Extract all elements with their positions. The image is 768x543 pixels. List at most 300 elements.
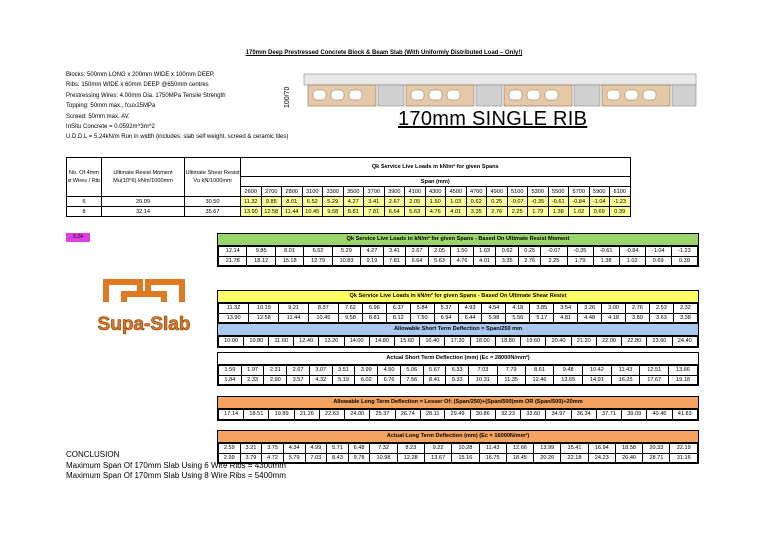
value-cell: 5.67 <box>423 366 446 376</box>
value-cell: 2.67 <box>406 247 429 257</box>
value-cell: -0.35 <box>567 247 593 257</box>
value-cell: 12.79 <box>304 256 332 266</box>
load-cell: 0.69 <box>589 207 610 217</box>
value-cell: 16.40 <box>420 337 445 347</box>
main-table <box>66 157 631 217</box>
load-cell: 7.81 <box>364 207 385 217</box>
value-cell: 32.23 <box>495 410 520 420</box>
value-cell: 8.12 <box>386 313 410 323</box>
value-cell: 16.25 <box>611 375 640 385</box>
value-cell: 1.79 <box>567 256 593 266</box>
load-cell: 13.90 <box>241 207 262 217</box>
value-cell: 3.54 <box>554 304 578 314</box>
value-cell: 6.96 <box>362 304 386 314</box>
load-cell: 2.25 <box>507 207 528 217</box>
load-cell: 0.25 <box>487 197 508 207</box>
value-cell: 4.72 <box>262 453 284 463</box>
section-heading: 170mm SINGLE RIB <box>398 108 588 130</box>
span-cell: 4900 <box>487 187 508 197</box>
span-cell: 3300 <box>323 187 344 197</box>
load-cell: 10.45 <box>302 207 323 217</box>
value-cell: 3.26 <box>578 304 602 314</box>
value-cell: 2.32 <box>673 304 697 314</box>
value-cell: 3.63 <box>649 313 673 323</box>
value-cell: 31.16 <box>670 453 698 463</box>
dimension-label: 100/70 <box>284 86 291 108</box>
value-cell: 1.59 <box>219 366 242 376</box>
value-cell: 1.03 <box>473 247 496 257</box>
value-cell: -0.61 <box>593 247 619 257</box>
value-cell: 2.53 <box>649 304 673 314</box>
band-label: Qk Service Live Loads in kN/m² for given Spans - Based On Ultimate Resist Moment <box>218 234 698 246</box>
span-cell: 2800 <box>282 187 303 197</box>
value-cell: 5.63 <box>428 256 451 266</box>
value-cell: 6.02 <box>355 375 378 385</box>
value-cell: 4.48 <box>578 313 602 323</box>
value-cell: 12.51 <box>640 366 669 376</box>
band-label: Allowable Long Term Deflection = Lesser Of: (Span/250)+(Span/500)mm OR (Span/500)+20mm <box>218 397 698 409</box>
value-cell: 2.67 <box>287 366 310 376</box>
value-cell: 2.59 <box>219 444 241 454</box>
value-cell: 5.79 <box>283 453 305 463</box>
value-cell: 7.03 <box>469 366 498 376</box>
load-cell: 4.01 <box>446 207 467 217</box>
value-cell: 5.29 <box>332 247 360 257</box>
span-cell: 2700 <box>261 187 282 197</box>
value-cell: 4.18 <box>602 313 626 323</box>
value-cell: 22.80 <box>622 337 647 347</box>
band-label: Actual Long Term Deflection (mm) (Ec = 16000N/mm²) <box>218 431 698 443</box>
value-cell: 5.06 <box>400 366 423 376</box>
result-band <box>217 430 699 464</box>
value-cell: 4.27 <box>361 247 384 257</box>
span-cell: 5900 <box>589 187 610 197</box>
value-cell: 3.85 <box>530 304 554 314</box>
value-cell: 12.14 <box>219 247 247 257</box>
load-cell: 1.02 <box>569 207 590 217</box>
value-cell: 8.37 <box>308 304 338 314</box>
load-cell: 12.58 <box>261 207 282 217</box>
span-cell: 2600 <box>241 187 262 197</box>
value-cell: 19.89 <box>269 410 294 420</box>
value-cell: 17.20 <box>445 337 470 347</box>
value-cell: 9.21 <box>279 304 308 314</box>
value-cell: 3.51 <box>332 366 355 376</box>
value-cell: 4.76 <box>451 256 474 266</box>
value-cell: 19.18 <box>669 375 698 385</box>
load-cell: 9.85 <box>261 197 282 207</box>
spec-list <box>66 70 288 143</box>
value-cell: 6.76 <box>378 375 401 385</box>
value-cell: 13.20 <box>319 337 344 347</box>
value-cell: 10.00 <box>219 337 244 347</box>
value-cell: 2.76 <box>626 304 650 314</box>
value-cell: 13.90 <box>219 313 249 323</box>
value-cell: 3.75 <box>262 444 284 454</box>
value-cell: 28.11 <box>420 410 445 420</box>
table-caption: Qk Service Live Loads in kN/m² for given Spans <box>241 158 631 177</box>
load-cell: 6.64 <box>384 207 405 217</box>
value-cell: 6.94 <box>434 313 458 323</box>
table-row <box>67 207 631 217</box>
value-cell: 3.89 <box>626 313 650 323</box>
table-row <box>219 247 698 257</box>
value-cell: 24.23 <box>588 453 615 463</box>
value-cell: -0.07 <box>541 247 567 257</box>
load-cell: 1.50 <box>425 197 446 207</box>
value-cell: 3.41 <box>383 247 406 257</box>
value-cell: 1.84 <box>219 375 242 385</box>
load-cell: -0.07 <box>507 197 528 207</box>
conclusion-line-2: Maximum Span Of 170mm Slab Using 8 Wire Ribs = 5400mm <box>66 471 286 480</box>
span-cell: 3500 <box>343 187 364 197</box>
value-cell: 3.99 <box>355 366 378 376</box>
value-cell: 11.43 <box>611 366 640 376</box>
value-cell: 41.83 <box>672 410 697 420</box>
value-cell: 12.46 <box>525 375 554 385</box>
span-caption: Span (mm) <box>241 177 631 187</box>
value-cell: 3.07 <box>309 366 332 376</box>
value-cell: 2.31 <box>264 366 287 376</box>
load-cell: -0.35 <box>528 197 549 207</box>
value-cell: 7.32 <box>370 444 397 454</box>
value-cell: 37.71 <box>596 410 621 420</box>
span-cell: 3100 <box>302 187 323 197</box>
value-cell: 26.74 <box>395 410 420 420</box>
table-row <box>219 304 698 314</box>
spec-wires: Prestressing Wires: 4.00mm Dia. 1750MPa Tensile Strength <box>66 92 226 99</box>
value-cell: 1.97 <box>241 366 264 376</box>
table-row <box>219 366 698 376</box>
value-cell: 3.21 <box>240 444 262 454</box>
value-cell: 9.48 <box>554 366 583 376</box>
value-cell: 2.25 <box>541 256 567 266</box>
load-cell: -1.23 <box>610 197 631 207</box>
value-cell: 4.93 <box>458 304 482 314</box>
value-cell: 39.09 <box>622 410 647 420</box>
value-cell: 18.51 <box>244 410 269 420</box>
value-cell: 29.49 <box>445 410 470 420</box>
value-cell: 1.38 <box>593 256 619 266</box>
value-cell: 30.86 <box>470 410 495 420</box>
result-band <box>217 290 699 324</box>
value-cell: 8.01 <box>275 247 303 257</box>
value-cell: 36.34 <box>571 410 596 420</box>
value-cell: 18.45 <box>506 453 533 463</box>
value-cell: 11.43 <box>479 444 506 454</box>
span-cell: 4700 <box>466 187 487 197</box>
value-cell: 8.61 <box>525 366 554 376</box>
load-cell: 1.38 <box>548 207 569 217</box>
value-cell: 28.71 <box>643 453 670 463</box>
row-wires: 8 <box>67 207 102 217</box>
udl-tag: 5.24 <box>66 233 90 242</box>
value-cell: 9.85 <box>247 247 275 257</box>
value-cell: 14.91 <box>583 375 612 385</box>
value-cell: 8.23 <box>397 444 424 454</box>
table-row <box>219 453 698 463</box>
value-cell: 16.94 <box>588 444 615 454</box>
load-cell: 5.29 <box>323 197 344 207</box>
value-cell: 11.44 <box>279 313 308 323</box>
value-cell: -1.23 <box>671 247 697 257</box>
load-cell: 8.01 <box>282 197 303 207</box>
spec-blocks: Blocks: 500mm LONG x 200mm WIDE x 100mm DEEP, <box>66 72 215 78</box>
load-cell: 4.27 <box>343 197 364 207</box>
header-moment: Ultimate Resist Moment Mu(10^6) kNm/1000mm <box>102 158 185 197</box>
value-cell: 18.12 <box>247 256 275 266</box>
span-cell: 3900 <box>384 187 405 197</box>
value-cell: 5.17 <box>530 313 554 323</box>
value-cell: 2.90 <box>264 375 287 385</box>
value-cell: 23.60 <box>647 337 672 347</box>
load-cell: 11.32 <box>241 197 262 207</box>
value-cell: 0.69 <box>645 256 671 266</box>
value-cell: 10.42 <box>583 366 612 376</box>
value-cell: 0.25 <box>518 247 541 257</box>
table-row <box>219 375 698 385</box>
value-cell: 18.58 <box>615 444 642 454</box>
value-cell: 22.63 <box>319 410 344 420</box>
value-cell: 11.32 <box>219 304 249 314</box>
value-cell: 7.56 <box>400 375 423 385</box>
value-cell: 13.66 <box>669 366 698 376</box>
value-cell: 21.20 <box>571 337 596 347</box>
table-row <box>219 337 698 347</box>
row-mu: 20.09 <box>102 197 185 207</box>
value-cell: 13.67 <box>424 453 451 463</box>
value-cell: 12.40 <box>294 337 319 347</box>
value-cell: 10.31 <box>469 375 498 385</box>
value-cell: 9.19 <box>361 256 384 266</box>
value-cell: 4.81 <box>554 313 578 323</box>
row-vu: 30.50 <box>185 197 241 207</box>
value-cell: 15.41 <box>561 444 588 454</box>
value-cell: 5.71 <box>327 444 349 454</box>
value-cell: 1.50 <box>451 247 474 257</box>
value-cell: 17.14 <box>219 410 244 420</box>
value-cell: 9.58 <box>338 313 362 323</box>
spec-screed: Screed: 50mm max. AV. <box>66 113 130 120</box>
value-cell: 19.60 <box>521 337 546 347</box>
value-cell: 21.78 <box>219 256 247 266</box>
band-label: Allowable Short Term Deflection = Span/250 mm <box>218 324 698 336</box>
value-cell: 12.66 <box>506 444 533 454</box>
value-cell: 13.65 <box>554 375 583 385</box>
value-cell: 7.62 <box>338 304 362 314</box>
value-cell: 2.76 <box>518 256 541 266</box>
table-row <box>219 313 698 323</box>
value-cell: 6.33 <box>446 366 469 376</box>
spec-topping: Topping: 50mm max., fcu≥25MPa <box>66 103 156 110</box>
span-cell: 5500 <box>548 187 569 197</box>
load-cell: 3.35 <box>466 207 487 217</box>
load-cell: 6.52 <box>302 197 323 207</box>
value-cell: 16.75 <box>479 453 506 463</box>
row-wires: 6 <box>67 197 102 207</box>
slab-section-diagram <box>296 70 702 110</box>
spec-udl: U.D.D.L = 5.24kN/m Run in width (includes: slab self weight, screed & ceramic tiles) <box>66 134 289 141</box>
spec-insitu: InSitu Concrete = 0.0592m^3m^2 <box>66 124 155 131</box>
span-cell: 5700 <box>569 187 590 197</box>
value-cell: 18.00 <box>470 337 495 347</box>
value-cell: -1.04 <box>645 247 671 257</box>
value-cell: 8.81 <box>362 313 386 323</box>
slab-section-svg <box>296 70 702 110</box>
value-cell: -0.84 <box>619 247 645 257</box>
span-cell: 5100 <box>507 187 528 197</box>
value-cell: 6.44 <box>458 313 482 323</box>
value-cell: 4.34 <box>283 444 305 454</box>
value-cell: 22.18 <box>561 453 588 463</box>
span-cell: 3700 <box>364 187 385 197</box>
value-cell: 10.98 <box>370 453 397 463</box>
value-cell: 21.26 <box>294 410 319 420</box>
value-cell: 0.62 <box>496 247 519 257</box>
value-cell: 3.38 <box>673 313 697 323</box>
value-cell: 4.32 <box>309 375 332 385</box>
value-cell: 7.81 <box>383 256 406 266</box>
value-cell: 20.40 <box>546 337 571 347</box>
value-cell: 1.02 <box>619 256 645 266</box>
result-band <box>217 352 699 386</box>
value-cell: 2.33 <box>241 375 264 385</box>
value-cell: 15.18 <box>275 256 303 266</box>
logo-svg <box>84 268 204 342</box>
value-cell: 12.58 <box>249 313 279 323</box>
conclusion-line-1: Maximum Span Of 170mm Slab Using 6 Wire Ribs = 4300mm <box>66 460 286 470</box>
load-cell: 2.05 <box>405 197 426 207</box>
value-cell: 15.16 <box>452 453 479 463</box>
span-cell: 4300 <box>425 187 446 197</box>
value-cell: 4.99 <box>305 444 327 454</box>
value-cell: 9.33 <box>446 375 469 385</box>
result-band <box>217 323 699 348</box>
value-cell: 4.50 <box>378 366 401 376</box>
value-cell: 4.01 <box>473 256 496 266</box>
value-cell: 2.05 <box>428 247 451 257</box>
value-cell: 11.35 <box>497 375 525 385</box>
load-cell: 4.76 <box>425 207 446 217</box>
value-cell: 5.98 <box>482 313 506 323</box>
value-cell: 10.80 <box>244 337 269 347</box>
row-mu: 32.14 <box>102 207 185 217</box>
value-cell: 7.79 <box>497 366 525 376</box>
header-wires: No. Of 4mm ø Wires / Rib <box>67 158 102 197</box>
load-cell: 11.44 <box>282 207 303 217</box>
value-cell: 6.52 <box>304 247 332 257</box>
load-cell: 0.62 <box>466 197 487 207</box>
value-cell: 34.97 <box>546 410 571 420</box>
load-cell: 2.76 <box>487 207 508 217</box>
value-cell: 14.80 <box>369 337 394 347</box>
value-cell: 6.64 <box>406 256 429 266</box>
value-cell: 4.54 <box>482 304 506 314</box>
value-cell: 3.35 <box>496 256 519 266</box>
value-cell: 33.60 <box>521 410 546 420</box>
value-cell: 18.80 <box>495 337 520 347</box>
value-cell: 15.60 <box>394 337 419 347</box>
value-cell: 3.79 <box>240 453 262 463</box>
value-cell: 14.00 <box>344 337 369 347</box>
supa-slab-logo <box>84 268 204 342</box>
load-cell: 1.79 <box>528 207 549 217</box>
table-row <box>219 444 698 454</box>
table-row <box>219 256 698 266</box>
spec-ribs: Ribs: 150mm WIDE x 60mm DEEP @650mm centres <box>66 82 209 89</box>
value-cell: 2.99 <box>219 453 241 463</box>
value-cell: 6.37 <box>386 304 410 314</box>
load-cell: 3.41 <box>364 197 385 207</box>
value-cell: 5.19 <box>332 375 355 385</box>
value-cell: 10.19 <box>249 304 279 314</box>
value-cell: 7.50 <box>410 313 434 323</box>
load-cell: -1.04 <box>589 197 610 207</box>
load-cell: 2.67 <box>384 197 405 207</box>
value-cell: 22.19 <box>670 444 698 454</box>
result-band <box>217 396 699 421</box>
band-label: Actual Short Term Deflection (mm) (Ec = 28000N/mm²) <box>218 353 698 365</box>
table-row <box>219 410 698 420</box>
load-cell: 5.63 <box>405 207 426 217</box>
load-cell: -0.84 <box>569 197 590 207</box>
result-band <box>217 233 699 267</box>
conclusion <box>66 450 286 482</box>
value-cell: 24.40 <box>672 337 697 347</box>
value-cell: 20.33 <box>643 444 670 454</box>
value-cell: 7.03 <box>305 453 327 463</box>
span-cell: 4500 <box>446 187 467 197</box>
value-cell: 26.40 <box>615 453 642 463</box>
load-cell: 9.58 <box>323 207 344 217</box>
value-cell: 9.78 <box>348 453 370 463</box>
value-cell: 5.84 <box>410 304 434 314</box>
value-cell: 22.00 <box>596 337 621 347</box>
span-cell: 5300 <box>528 187 549 197</box>
header-shear: Ultimate Shear Resist Vu kN/1000mm <box>185 158 241 197</box>
value-cell: 11.60 <box>269 337 294 347</box>
span-cell: 6100 <box>610 187 631 197</box>
value-cell: 6.48 <box>348 444 370 454</box>
value-cell: 12.28 <box>397 453 424 463</box>
value-cell: 24.00 <box>345 410 370 420</box>
value-cell: 0.39 <box>671 256 697 266</box>
band-label: Qk Service Live Loads in kN/m² for given Spans - Based On Ultimate Shear Resist <box>218 291 698 303</box>
value-cell: 17.67 <box>640 375 669 385</box>
table-row <box>67 197 631 207</box>
value-cell: 25.37 <box>370 410 395 420</box>
value-cell: 4.18 <box>506 304 530 314</box>
value-cell: 3.00 <box>602 304 626 314</box>
value-cell: 13.99 <box>534 444 561 454</box>
value-cell: 20.26 <box>534 453 561 463</box>
value-cell: 10.28 <box>452 444 479 454</box>
load-cell: 0.39 <box>610 207 631 217</box>
value-cell: 10.45 <box>308 313 338 323</box>
load-cell: 1.03 <box>446 197 467 207</box>
value-cell: 3.57 <box>287 375 310 385</box>
value-cell: 8.43 <box>327 453 349 463</box>
value-cell: 8.41 <box>423 375 446 385</box>
value-cell: 5.37 <box>434 304 458 314</box>
value-cell: 5.56 <box>506 313 530 323</box>
value-cell: 9.22 <box>424 444 451 454</box>
conclusion-heading: CONCLUSION <box>66 450 120 459</box>
value-cell: 10.83 <box>332 256 360 266</box>
load-cell: 8.81 <box>343 207 364 217</box>
row-vu: 35.67 <box>185 207 241 217</box>
logo-text: Supa-Slab <box>97 314 191 335</box>
